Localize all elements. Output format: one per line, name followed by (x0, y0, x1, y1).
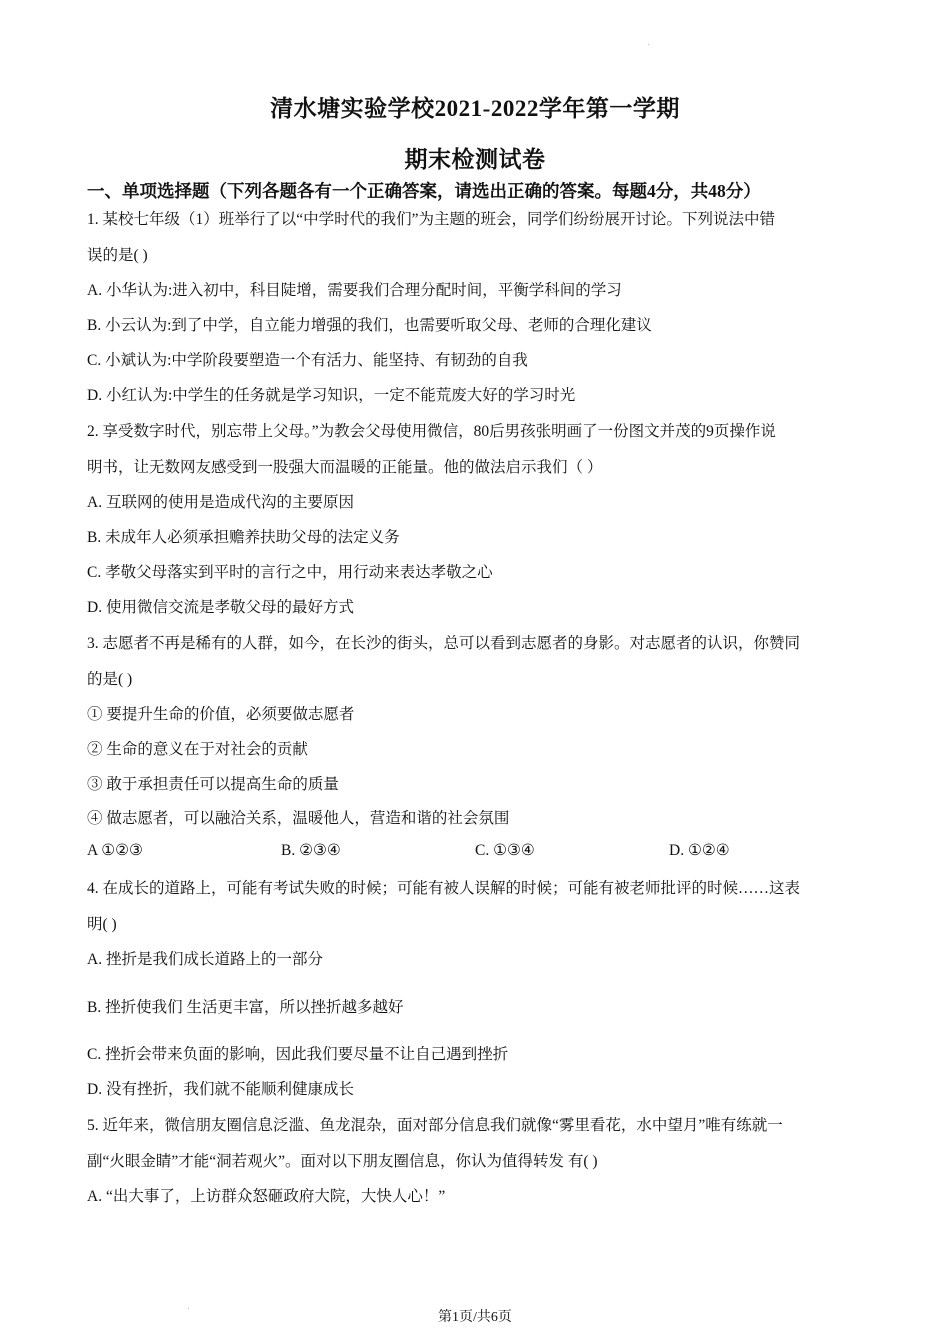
exam-title: 清水塘实验学校2021-2022学年第一学期 (270, 96, 680, 121)
question-3-statement-3: ③ 敢于承担责任可以提高生命的质量 (87, 776, 339, 793)
question-2-stem-line-2: 明书，让无数网友感受到一股强大而温暖的正能量。他的做法启示我们（ ） (87, 459, 603, 476)
question-4-stem-line-1: 4. 在成长的道路上，可能有考试失败的时候；可能有被人误解的时候；可能有被老师批评的时候……这表 (87, 880, 801, 897)
question-3-choice-d: D. ①②④ (669, 842, 730, 859)
question-3-stem-line-1: 3. 志愿者不再是稀有的人群，如今，在长沙的街头，总可以看到志愿者的身影。对志愿者的认识，你赞同 (87, 635, 801, 652)
scan-speck (648, 44, 649, 45)
question-2-option-d: D. 使用微信交流是孝敬父母的最好方式 (87, 599, 354, 616)
question-1-option-d: D. 小红认为:中学生的任务就是学习知识，一定不能荒废大好的学习时光 (87, 387, 576, 404)
question-3-stem-line-2: 的是( ) (87, 671, 133, 688)
question-2-stem-line-1: 2. 享受数字时代，别忘带上父母。”为教会父母使用微信，80后男孩张明画了一份图文并茂的9页操作说 (87, 423, 776, 440)
question-3-choice-c: C. ①③④ (475, 842, 535, 859)
question-3-choice-b: B. ②③④ (281, 842, 341, 859)
question-3-statement-4: ④ 做志愿者，可以融洽关系，温暖他人，营造和谐的社会氛围 (87, 810, 510, 827)
question-4-option-d: D. 没有挫折，我们就不能顺利健康成长 (87, 1081, 354, 1098)
question-4-option-c: C. 挫折会带来负面的影响，因此我们要尽量不让自己遇到挫折 (87, 1046, 509, 1063)
question-2-option-a: A. 互联网的使用是造成代沟的主要原因 (87, 494, 354, 511)
question-1-option-b: B. 小云认为:到了中学，自立能力增强的我们，也需要听取父母、老师的合理化建议 (87, 317, 652, 334)
question-2-option-c: C. 孝敬父母落实到平时的言行之中，用行动来表达孝敬之心 (87, 564, 493, 581)
question-1-option-a: A. 小华认为:进入初中，科目陡增，需要我们合理分配时间，平衡学科间的学习 (87, 282, 622, 299)
question-4-option-b: B. 挫折使我们 生活更丰富，所以挫折越多越好 (87, 999, 404, 1016)
question-2-option-b: B. 未成年人必须承担赡养扶助父母的法定义务 (87, 529, 400, 546)
section-heading: 一、单项选择题（下列各题各有一个正确答案，请选出正确的答案。每题4分，共48分） (87, 181, 761, 201)
page-number: 第1页/共6页 (438, 1310, 512, 1325)
question-1-option-c: C. 小斌认为:中学阶段要塑造一个有活力、能坚持、有韧劲的自我 (87, 352, 528, 369)
question-4-option-a: A. 挫折是我们成长道路上的一部分 (87, 951, 323, 968)
question-5-stem-line-1: 5. 近年来，微信朋友圈信息泛滥、鱼龙混杂，面对部分信息我们就像“雾里看花，水中望月”唯有练就一 (87, 1117, 783, 1134)
question-4-stem-line-2: 明( ) (87, 916, 117, 933)
question-1-stem-line-2: 误的是( ) (87, 247, 148, 264)
exam-subtitle: 期末检测试卷 (404, 147, 546, 172)
question-3-statement-1: ① 要提升生命的价值，必须要做志愿者 (87, 706, 355, 723)
question-1-stem-line-1: 1. 某校七年级（1）班举行了以“中学时代的我们”为主题的班会，同学们纷纷展开讨论。下列说法中错 (87, 211, 776, 228)
question-5-stem-line-2: 副“火眼金睛”才能“洞若观火”。面对以下朋友圈信息，你认为值得转发 有( ) (87, 1153, 598, 1170)
question-3-statement-2: ② 生命的意义在于对社会的贡献 (87, 741, 308, 758)
question-5-option-a: A. “出大事了，上访群众怒砸政府大院，大快人心！” (87, 1188, 446, 1205)
question-3-choice-a: A ①②③ (87, 842, 143, 859)
